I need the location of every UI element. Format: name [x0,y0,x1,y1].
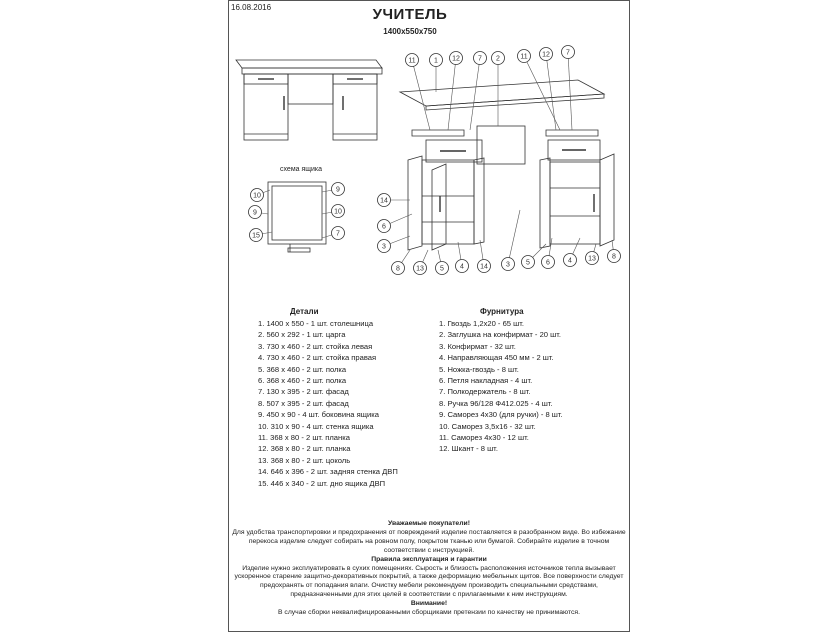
hardware-list [439,318,563,455]
parts-list [258,318,398,489]
drawer-scheme-label: схема ящика [280,166,323,173]
svg-text:6: 6 [546,259,550,267]
exploded-callout [456,242,469,273]
parts-item: 12. 368 х 80 - 2 шт. планка [258,444,351,454]
svg-text:8: 8 [396,265,400,273]
exploded-callout [608,240,621,263]
parts-item: 10. 310 х 90 - 4 шт. стенка ящика [258,421,374,431]
svg-text:4: 4 [568,257,572,265]
notice-usage-text: Изделие нужно эксплуатировать в сухих помещениях. Сырость и близость расположения источников тепла вызывает ускоренное старение защитно-декоративных покрытий, а также деформацию мебельных щитов. Все поверхности следует предохранять от попадания влаги. Очистку мебели рекомендуем производить специальными средствами, предназначенными для этих целей в соответствии с прилагаемыми к ним инструкциям. [234,564,624,599]
svg-text:1: 1 [434,57,438,65]
svg-text:12: 12 [452,55,460,63]
notice-rules-title: Правила эксплуатация и гарантии [371,555,487,563]
parts-item: 15. 446 х 340 - 2 шт. дно ящика ДВП [258,478,386,488]
parts-item: 13. 368 х 80 - 2 шт. цоколь [258,455,351,465]
callouts-layer [0,0,820,300]
svg-text:7: 7 [336,230,340,238]
hardware-item: 8. Ручка 96/128 Ф412.025 - 4 шт. [439,398,553,408]
exploded-callout [492,52,505,127]
svg-text:13: 13 [588,255,596,263]
svg-text:7: 7 [478,55,482,63]
date-label: 16.08.2016 [231,3,272,12]
exploded-callout [406,54,431,131]
scheme-callout [249,206,269,219]
hardware-item: 1. Гвоздь 1,2х20 - 65 шт. [439,319,524,328]
page-title: УЧИТЕЛЬ [372,6,448,23]
svg-text:7: 7 [566,49,570,57]
parts-item: 14. 646 х 396 - 2 шт. задняя стенка ДВП [258,467,398,477]
hardware-item: 4. Направляющая 450 мм - 2 шт. [439,353,554,363]
exploded-callout [540,48,557,131]
exploded-callout [436,250,449,275]
exploded-callout [542,238,555,269]
svg-text:11: 11 [408,57,416,65]
scheme-callout [322,183,345,196]
notice-warning-text: В случае сборки неквалифицированными сборщиками претензии по качеству не принимаются. [278,609,580,617]
scheme-callout [322,227,345,240]
parts-item: 6. 368 х 460 - 2 шт. полка [258,376,347,386]
svg-text:9: 9 [253,209,257,217]
hardware-item: 9. Саморез 4х30 (для ручки) - 8 шт. [439,410,563,420]
svg-text:5: 5 [440,265,444,273]
svg-text:8: 8 [612,253,616,261]
svg-text:2: 2 [496,55,500,63]
hardware-item: 10. Саморез 3,5х16 - 32 шт. [439,421,536,431]
exploded-callout [448,52,463,131]
exploded-callout [378,236,411,253]
hardware-item: 2. Заглушка на конфирмат - 20 шт. [439,330,561,340]
hardware-item: 6. Петля накладная - 4 шт. [439,376,533,386]
notice-block [230,520,628,618]
notice-attention: Внимание! [410,600,448,608]
svg-text:3: 3 [382,243,386,251]
scheme-callout [322,205,345,218]
exploded-callout [414,250,429,275]
hardware-heading: Фурнитура [480,307,524,316]
svg-text:15: 15 [252,232,260,240]
svg-text:9: 9 [336,186,340,194]
svg-text:10: 10 [253,192,261,200]
exploded-callout [564,238,581,267]
scheme-callout [251,189,271,202]
parts-item: 7. 130 х 395 - 2 шт. фасад [258,387,349,397]
hardware-item: 12. Шкант - 8 шт. [439,444,498,454]
exploded-callout [392,250,411,275]
exploded-callout [478,240,491,273]
exploded-callout [430,54,443,93]
parts-item: 5. 368 х 460 - 2 шт. полка [258,364,347,374]
svg-text:5: 5 [526,259,530,267]
notice-transport-text: Для удобства транспортировки и предохранения от повреждений изделие поставляется в разобранном виде. Во избежание перекоса изделие следует собирать на ровном полу, покрытом тканью или бумагой. Собирайте изделие в точном соответствии с инструкцией. [232,528,626,554]
parts-item: 9. 450 х 90 - 4 шт. боковина ящика [258,410,379,420]
exploded-callout [378,194,411,207]
svg-text:14: 14 [380,197,388,205]
parts-item: 11. 368 х 80 - 2 шт. планка [258,433,350,443]
exploded-callout [502,210,521,271]
parts-item: 4. 730 х 460 - 2 шт. стойка правая [258,353,377,363]
parts-item: 2. 560 х 292 - 1 шт. царга [258,330,346,340]
parts-item: 1. 1400 х 550 - 1 шт. столешница [258,319,374,328]
exploded-callout [518,50,561,131]
exploded-callout [470,52,487,131]
hardware-item: 3. Конфирмат - 32 шт. [439,341,516,351]
notice-greeting: Уважаемые покупатели! [388,520,470,527]
parts-item: 3. 730 х 460 - 2 шт. стойка левая [258,341,373,351]
svg-text:14: 14 [480,263,488,271]
exploded-callout [586,244,599,265]
hardware-item: 11. Саморез 4х30 - 12 шт. [439,433,529,443]
dimensions-label: 1400х550х750 [383,27,437,36]
exploded-callout [562,46,575,131]
parts-heading: Детали [290,307,319,316]
hardware-item: 5. Ножка-гвоздь - 8 шт. [439,364,519,374]
scheme-callout [250,229,273,242]
svg-text:12: 12 [542,51,550,59]
parts-item: 8. 507 х 395 - 2 шт. фасад [258,398,349,408]
svg-text:4: 4 [460,263,464,271]
svg-text:3: 3 [506,261,510,269]
svg-text:10: 10 [334,208,342,216]
svg-text:11: 11 [520,53,528,61]
svg-text:6: 6 [382,223,386,231]
hardware-item: 7. Полкодержатель - 8 шт. [439,387,531,397]
exploded-callout [378,214,413,233]
svg-text:13: 13 [416,265,424,273]
